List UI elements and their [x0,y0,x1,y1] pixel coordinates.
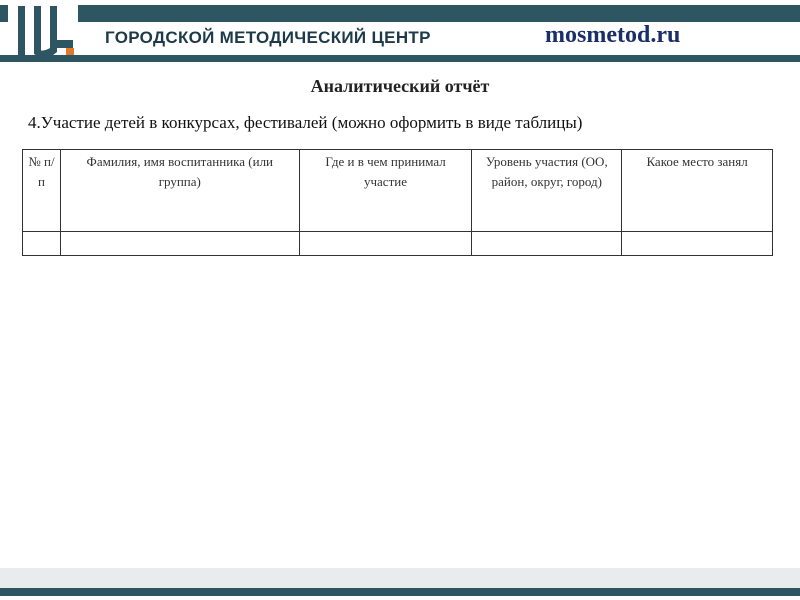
table-cell [23,232,61,256]
organization-title: ГОРОДСКОЙ МЕТОДИЧЕСКИЙ ЦЕНТР [105,28,431,47]
section-heading: 4.Участие детей в конкурсах, фестивалей (можно оформить в виде таблицы) [28,113,583,132]
column-header-place: Какое место занял [622,150,773,232]
table-cell [299,232,472,256]
header-top-band [0,5,800,22]
table-row [23,232,773,256]
participation-table [22,149,773,256]
table-cell [60,232,299,256]
table-cell [622,232,773,256]
footer-band [0,588,800,596]
website-link[interactable]: mosmetod.ru [545,22,681,48]
column-header-name: Фамилия, имя воспитанника (или группа) [60,150,299,232]
header-bottom-band [0,55,800,62]
column-header-number: № п/п [23,150,61,232]
table-cell [472,232,622,256]
column-header-level: Уровень участия (ОО, район, округ, город) [472,150,622,232]
report-title: Аналитический отчёт [310,76,490,96]
table-header-row [23,150,773,232]
column-header-event: Где и в чем принимал участие [299,150,472,232]
footer-light-band [0,568,800,588]
